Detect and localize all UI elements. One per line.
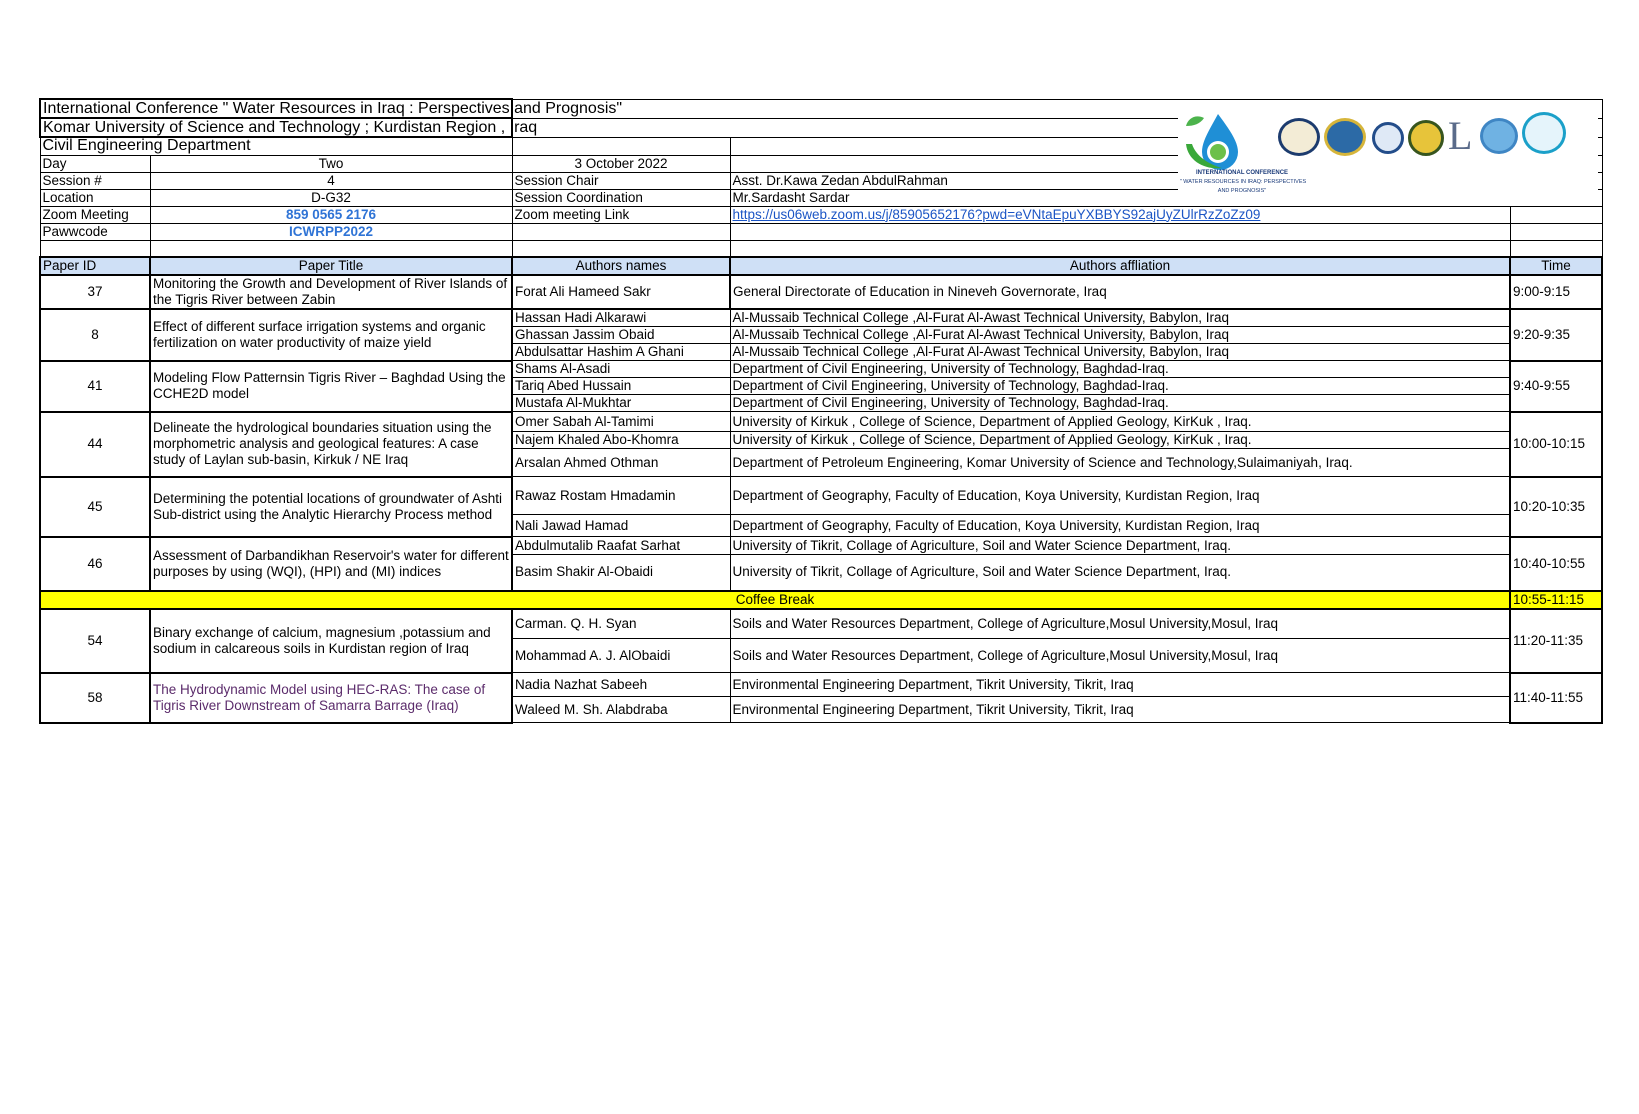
- blank-cell: [512, 223, 730, 240]
- paper-title: Modeling Flow Patternsin Tigris River – Baghdad Using the CCHE2D model: [150, 361, 512, 412]
- author-affiliation: Department of Geography, Faculty of Education, Koya University, Kurdistan Region, Iraq: [730, 477, 1510, 515]
- ministry-seal-icon: [1324, 118, 1366, 156]
- day-value: Two: [150, 155, 512, 172]
- blank-cell: [150, 240, 512, 257]
- author-name: Ghassan Jassim Obaid: [512, 327, 730, 344]
- letter-l-logo-icon: L: [1448, 113, 1473, 158]
- location-label: Location: [40, 189, 150, 206]
- university-seal-icon: [1278, 118, 1320, 156]
- coffee-break-label: Coffee Break: [40, 591, 1510, 609]
- un-emblem-icon: [1480, 118, 1518, 154]
- paper-title: Monitoring the Growth and Development of River Islands of the Tigris River between Zabin: [150, 275, 512, 309]
- password-value: ICWRPP2022: [150, 223, 512, 240]
- agency-seal-icon: [1408, 120, 1444, 156]
- paper-title: Binary exchange of calcium, magnesium ,potassium and sodium in calcareous soils in Kurdistan region of Iraq: [150, 609, 512, 673]
- paper-time: 10:00-10:15: [1510, 412, 1602, 477]
- author-affiliation: University of Tikrit, Collage of Agriculture, Soil and Water Science Department, Iraq.: [730, 555, 1510, 591]
- paper-time: 11:40-11:55: [1510, 673, 1602, 723]
- author-name: Mustafa Al-Mukhtar: [512, 395, 730, 412]
- paper-time: 9:20-9:35: [1510, 309, 1602, 361]
- paper-id: 45: [40, 477, 150, 537]
- institute-seal-icon: [1372, 122, 1404, 154]
- paper-id: 44: [40, 412, 150, 477]
- author-affiliation: Department of Civil Engineering, University of Technology, Baghdad-Iraq.: [730, 378, 1510, 395]
- author-name: Forat Ali Hameed Sakr: [512, 275, 730, 309]
- author-name: Arsalan Ahmed Othman: [512, 449, 730, 477]
- column-header-paper-id: Paper ID: [40, 257, 150, 275]
- session-number-label: Session #: [40, 172, 150, 189]
- session-date: 3 October 2022: [512, 155, 730, 172]
- conference-logo-line2: " WATER RESOURCES IN IRAQ: PERSPECTIVES: [1179, 179, 1307, 185]
- author-affiliation: Soils and Water Resources Department, College of Agriculture,Mosul University,Mosul, Iraq: [730, 609, 1510, 639]
- blank-cell: [730, 240, 1510, 257]
- department-title: Civil Engineering Department: [40, 137, 512, 155]
- coffee-break-time: 10:55-11:15: [1510, 591, 1602, 609]
- author-affiliation: Department of Civil Engineering, University of Technology, Baghdad-Iraq.: [730, 361, 1510, 378]
- paper-id: 58: [40, 673, 150, 723]
- session-number-value: 4: [150, 172, 512, 189]
- paper-time: 9:00-9:15: [1510, 275, 1602, 309]
- blank-cell: [730, 223, 1510, 240]
- blank-cell: [40, 240, 150, 257]
- paper-time: 11:20-11:35: [1510, 609, 1602, 673]
- day-label: Day: [40, 155, 150, 172]
- university-title: Komar University of Science and Technology ; Kurdistan Region , Iraq: [40, 118, 512, 137]
- author-affiliation: Al-Mussaib Technical College ,Al-Furat Al-Awast Technical University, Babylon, Iraq: [730, 327, 1510, 344]
- author-name: Basim Shakir Al-Obaidi: [512, 555, 730, 591]
- author-affiliation: University of Tikrit, Collage of Agriculture, Soil and Water Science Department, Iraq.: [730, 537, 1510, 555]
- author-name: Nadia Nazhat Sabeeh: [512, 673, 730, 697]
- author-affiliation: Al-Mussaib Technical College ,Al-Furat Al-Awast Technical University, Babylon, Iraq: [730, 309, 1510, 327]
- author-name: Rawaz Rostam Hmadamin: [512, 477, 730, 515]
- conference-logo-line3: AND PROGNOSIS": [1217, 188, 1267, 194]
- paper-title: Assessment of Darbandikhan Reservoir's water for different purposes by using (WQI), (HPI) and (MI) indices: [150, 537, 512, 591]
- coordination-value: Mr.Sardasht Sardar: [730, 189, 1602, 206]
- author-affiliation: Department of Geography, Faculty of Education, Koya University, Kurdistan Region, Iraq: [730, 515, 1510, 537]
- paper-time: 9:40-9:55: [1510, 361, 1602, 412]
- author-name: Mohammad A. J. AlObaidi: [512, 639, 730, 673]
- column-header-authors: Authors names: [512, 257, 730, 275]
- paper-id: 37: [40, 275, 150, 309]
- blank-cell: [512, 137, 730, 155]
- author-name: Waleed M. Sh. Alabdraba: [512, 697, 730, 723]
- author-affiliation: University of Kirkuk , College of Science, Department of Applied Geology, KirKuk , Iraq.: [730, 432, 1510, 449]
- zoom-link-label: Zoom meeting Link: [512, 206, 730, 223]
- paper-id: 54: [40, 609, 150, 673]
- paper-id: 46: [40, 537, 150, 591]
- zoom-meeting-label: Zoom Meeting: [40, 206, 150, 223]
- coordination-label: Session Coordination: [512, 189, 730, 206]
- blank-cell: [512, 240, 730, 257]
- conference-logo-line1: INTERNATIONAL CONFERENCE: [1195, 170, 1289, 176]
- conference-title: International Conference " Water Resources in Iraq : Perspectives and Prognosis": [40, 99, 512, 118]
- paper-title: Determining the potential locations of groundwater of Ashti Sub-district using the Analytic Hierarchy Process method: [150, 477, 512, 537]
- author-name: Abdulsattar Hashim A Ghani: [512, 344, 730, 361]
- paper-title: Effect of different surface irrigation systems and organic fertilization on water productivity of maize yield: [150, 309, 512, 361]
- session-chair-value: Asst. Dr.Kawa Zedan AbdulRahman: [730, 172, 1602, 189]
- author-affiliation: University of Kirkuk , College of Science, Department of Applied Geology, KirKuk , Iraq.: [730, 412, 1510, 432]
- conference-logo: [1178, 104, 1308, 204]
- paper-id: 8: [40, 309, 150, 361]
- column-header-affiliation: Authors affliation: [730, 257, 1510, 275]
- paper-time: 10:20-10:35: [1510, 477, 1602, 537]
- column-header-time: Time: [1510, 257, 1602, 275]
- author-name: Omer Sabah Al-Tamimi: [512, 412, 730, 432]
- author-name: Nali Jawad Hamad: [512, 515, 730, 537]
- author-name: Carman. Q. H. Syan: [512, 609, 730, 639]
- zoom-meeting-link[interactable]: https://us06web.zoom.us/j/85905652176?pwd=eVNtaEpuYXBBYS92ajUyZUlrRzZoZz09: [730, 206, 1510, 223]
- author-name: Najem Khaled Abo-Khomra: [512, 432, 730, 449]
- password-label: Pawwcode: [40, 223, 150, 240]
- author-name: Tariq Abed Hussain: [512, 378, 730, 395]
- author-affiliation: Soils and Water Resources Department, College of Agriculture,Mosul University,Mosul, Iraq: [730, 639, 1510, 673]
- author-name: Shams Al-Asadi: [512, 361, 730, 378]
- author-affiliation: Department of Petroleum Engineering, Komar University of Science and Technology,Sulaimaniyah, Iraq.: [730, 449, 1510, 477]
- author-name: Abdulmutalib Raafat Sarhat: [512, 537, 730, 555]
- paper-time: 10:40-10:55: [1510, 537, 1602, 591]
- author-affiliation: Environmental Engineering Department, Tikrit University, Tikrit, Iraq: [730, 697, 1510, 723]
- paper-id: 41: [40, 361, 150, 412]
- blank-cell: [1510, 206, 1602, 223]
- location-value: D-G32: [150, 189, 512, 206]
- conference-logos: [1178, 104, 1598, 204]
- author-affiliation: Department of Civil Engineering, University of Technology, Baghdad-Iraq.: [730, 395, 1510, 412]
- author-name: Hassan Hadi Alkarawi: [512, 309, 730, 327]
- author-affiliation: General Directorate of Education in Nineveh Governorate, Iraq: [730, 275, 1510, 309]
- author-affiliation: Al-Mussaib Technical College ,Al-Furat Al-Awast Technical University, Babylon, Iraq: [730, 344, 1510, 361]
- zoom-meeting-id: 859 0565 2176: [150, 206, 512, 223]
- author-affiliation: Environmental Engineering Department, Tikrit University, Tikrit, Iraq: [730, 673, 1510, 697]
- session-chair-label: Session Chair: [512, 172, 730, 189]
- blank-cell: [1510, 240, 1602, 257]
- water-emblem-icon: [1522, 112, 1566, 154]
- paper-title: The Hydrodynamic Model using HEC-RAS: The case of Tigris River Downstream of Samarra Barrage (Iraq): [150, 673, 512, 723]
- column-header-title: Paper Title: [150, 257, 512, 275]
- blank-cell: [1510, 223, 1602, 240]
- paper-title: Delineate the hydrological boundaries situation using the morphometric analysis and geological features: A case study of Laylan sub-basin, Kirkuk / NE Iraq: [150, 412, 512, 477]
